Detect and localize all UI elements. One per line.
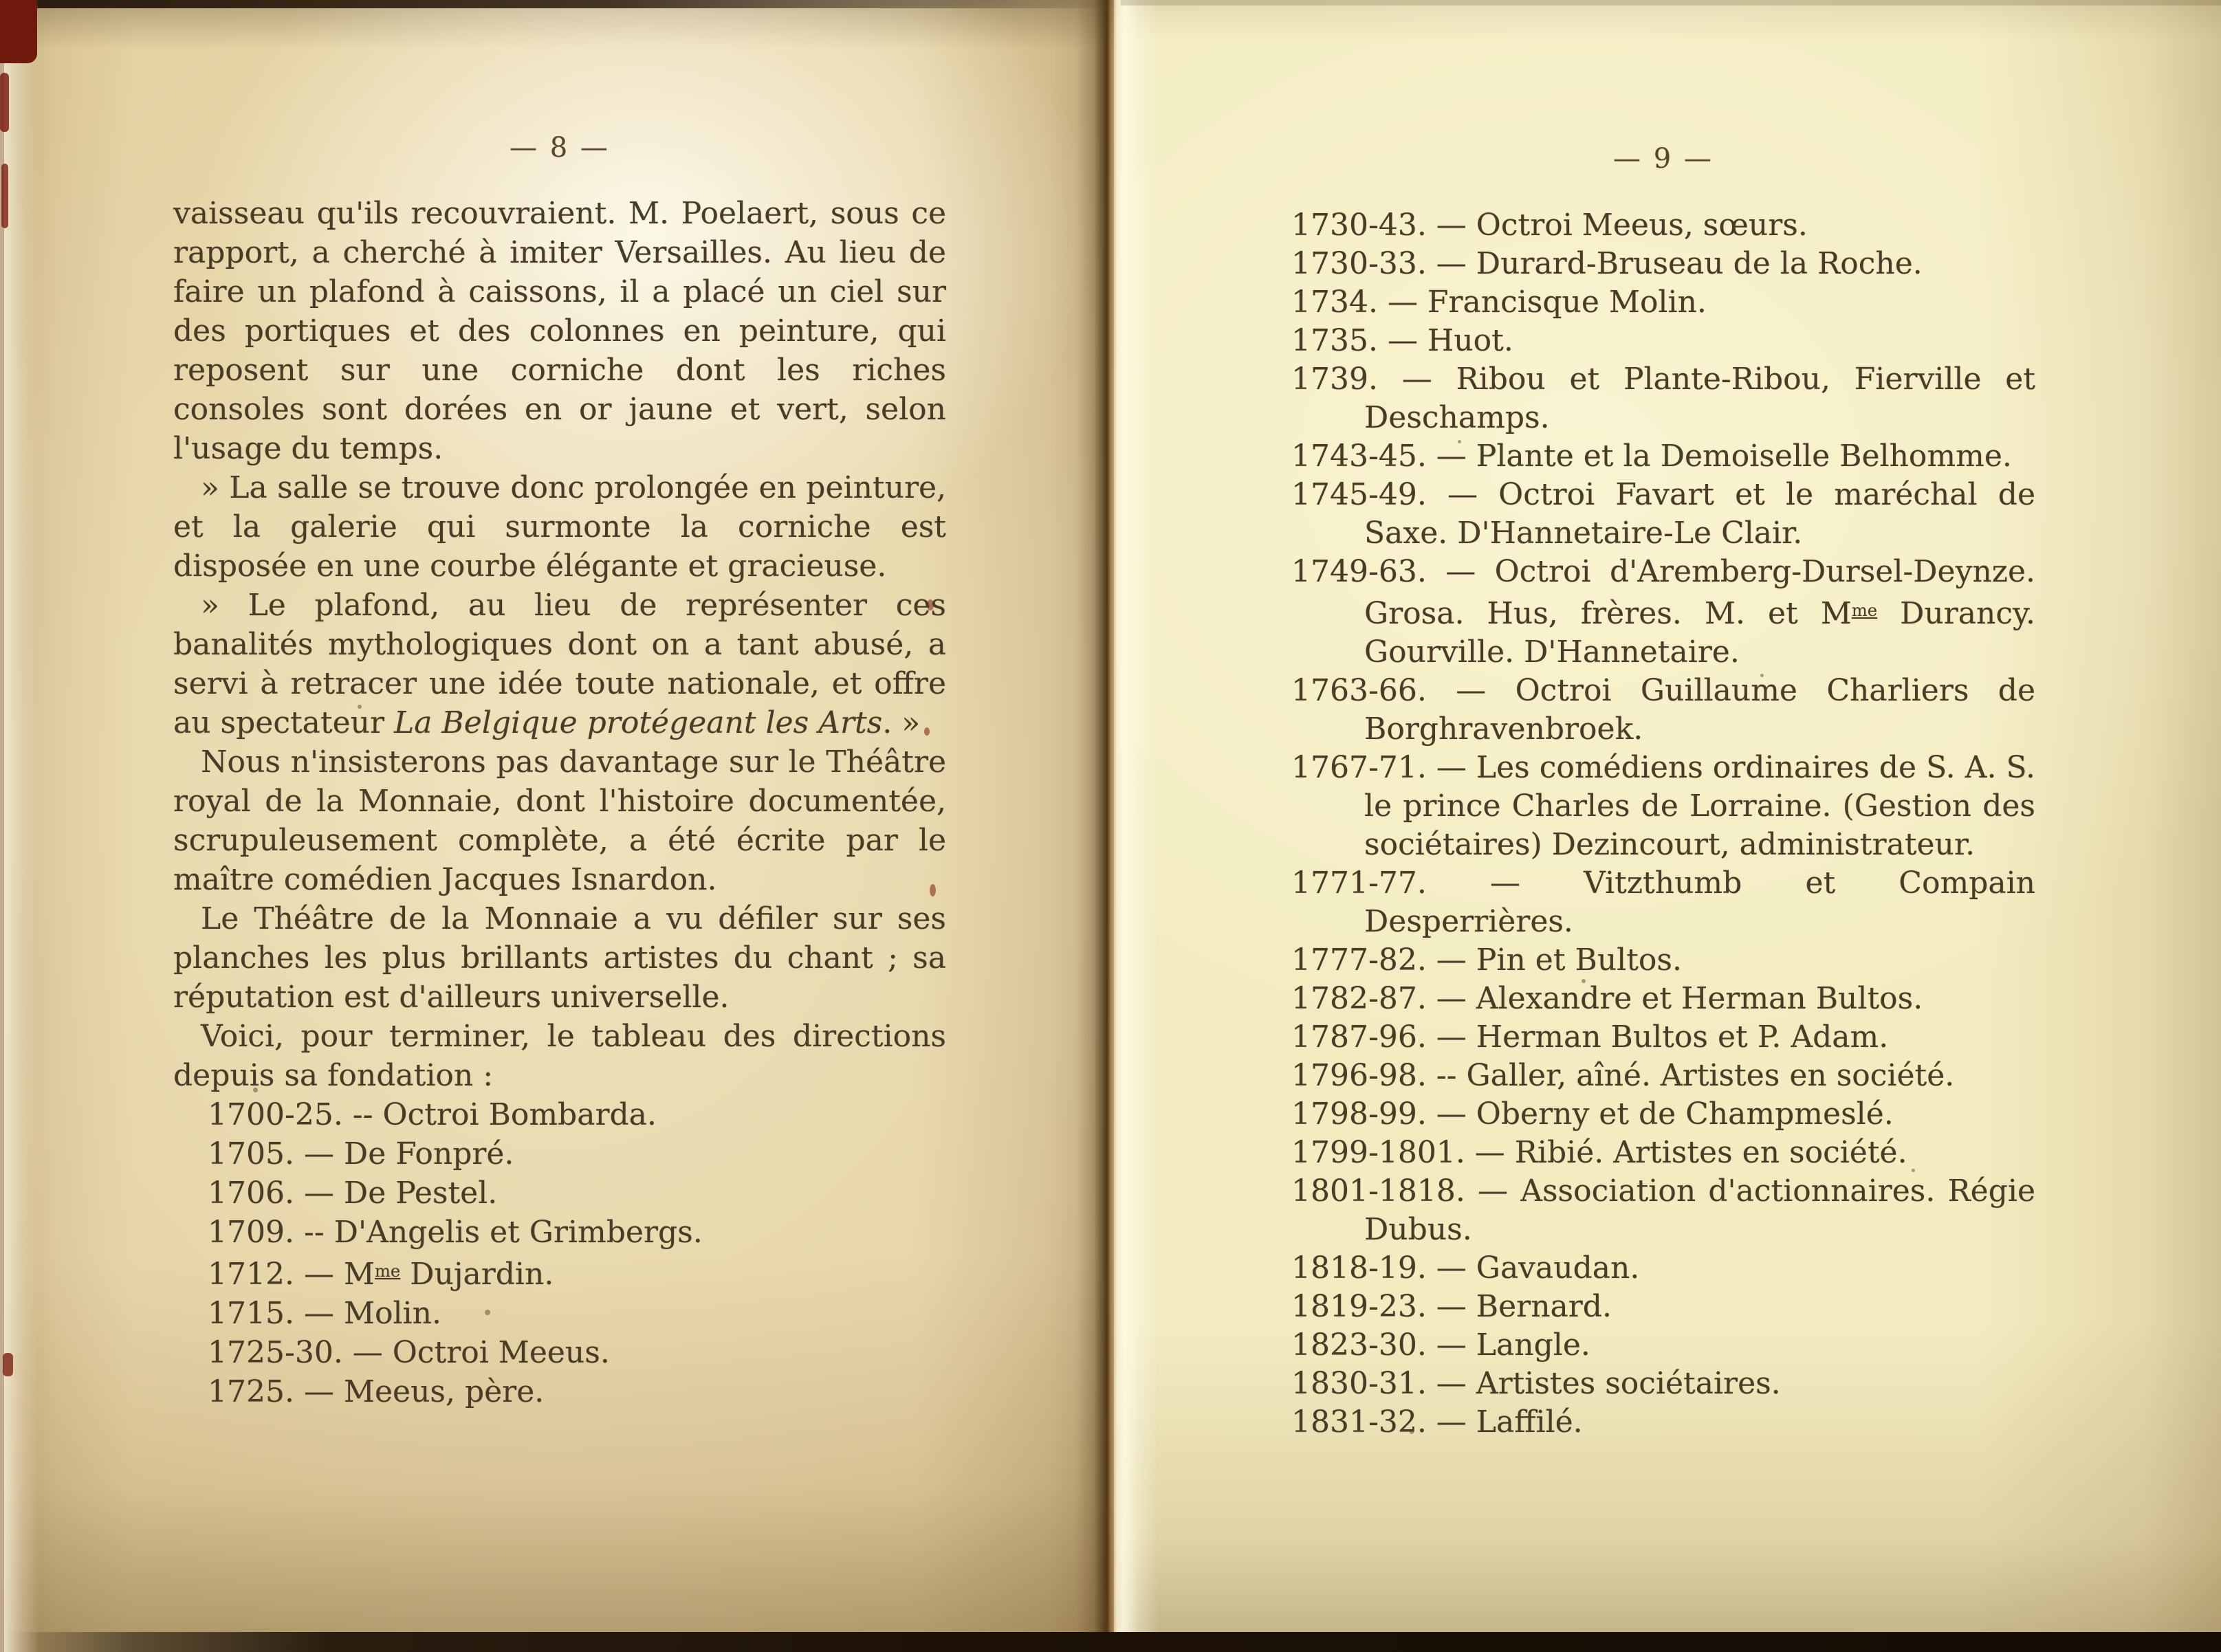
page-8-text-block [173, 194, 946, 1411]
edge-stain-mark [3, 1353, 13, 1376]
direction-entry: 1787-96. — Herman Bultos et P. Adam. [1291, 1019, 1889, 1055]
directions-list [173, 1095, 946, 1411]
italic-title: La Belgique protégeant les Arts [393, 705, 883, 740]
direction-entry: 1700-25. -- Octroi Bombarda. [208, 1097, 657, 1132]
direction-entry: 1763-66. — Octroi Guillaume Charliers de Borghravenbroek. [1291, 672, 2035, 747]
direction-entry: 1782-87. — Alexandre et Herman Bultos. [1291, 980, 1923, 1016]
page-9-number: — 9 — [1613, 143, 1714, 175]
direction-entry: 1801-1818. — Association d'actionnaires. Régie Dubus. [1291, 1173, 2035, 1247]
paragraph-text: . » [882, 705, 921, 740]
direction-entry: 1730-43. — Octroi Meeus, sœurs. [1291, 208, 1808, 243]
scan-left-edge-line [0, 0, 4, 1652]
direction-text: 1749-63. — Octroi d'Aremberg-Dursel-Deynze. Grosa. Hus, frères. M. et M [1291, 554, 2035, 631]
direction-entry: 1725-30. — Octroi Meeus. [208, 1334, 610, 1370]
direction-entry: 1777-82. — Pin et Bultos. [1291, 942, 1682, 978]
direction-text: Dujardin. [400, 1256, 554, 1292]
scan-top-edge-shadow [0, 0, 1121, 8]
book-gutter-fold [1076, 0, 1138, 1652]
direction-entry: 1818-19. — Gavaudan. [1291, 1250, 1640, 1286]
direction-entry: 1715. — Molin. [208, 1295, 441, 1331]
direction-entry: 1831-32. — Laffilé. [1291, 1404, 1583, 1440]
direction-entry [173, 1252, 946, 1294]
edge-stain-mark [0, 73, 9, 132]
direction-entry: 1743-45. — Plante et la Demoiselle Belhomme. [1291, 439, 2012, 474]
direction-entry: 1796-98. -- Galler, aîné. Artistes en société. [1291, 1057, 1955, 1093]
scan-bottom-edge-shadow [0, 1632, 2221, 1652]
direction-entry: 1819-23. — Bernard. [1291, 1288, 1612, 1324]
direction-entry: 1709. -- D'Angelis et Grimbergs. [208, 1215, 703, 1250]
direction-entry: 1725. — Meeus, père. [208, 1374, 545, 1409]
direction-entry: 1767-71. — Les comédiens ordinaires de S. A. S. le prince Charles de Lorraine. (Gestion des sociétaires) Dezincourt, administrateur. [1291, 749, 2035, 862]
edge-stain-mark [1, 164, 8, 228]
edge-stain-mark [0, 0, 37, 63]
direction-entry: 1739. — Ribou et Plante-Ribou, Fierville et Deschamps. [1291, 362, 2035, 435]
direction-entry: 1799-1801. — Ribié. Artistes en société. [1291, 1134, 1907, 1170]
paragraph [173, 586, 946, 742]
paragraph: Voici, pour terminer, le tableau des directions depuis sa fondation : [173, 1019, 946, 1093]
page-8-number: — 8 — [510, 132, 610, 164]
direction-entry: 1735. — Huot. [1291, 323, 1513, 358]
direction-entry: 1771-77. — Vitzthumb et Compain Desperrières. [1291, 865, 2035, 939]
direction-entry: 1706. — De Pestel. [208, 1176, 498, 1211]
direction-text: 1712. — M [208, 1256, 375, 1292]
paragraph: Nous n'insisterons pas davantage sur le Théâtre royal de la Monnaie, dont l'histoire documentée, scrupuleusement complète, a été écrite par le maître comédien Jacques Isnardon. [173, 745, 946, 897]
direction-entry: 1734. — Francisque Molin. [1291, 285, 1707, 320]
paragraph-text: » Le plafond, au lieu de représenter ces banalités mythologiques dont on a tant abusé, a servi à retracer une idée toute nationale, et offre au spectateur [173, 588, 946, 740]
direction-entry: 1705. — De Fonpré. [208, 1136, 514, 1171]
direction-entry: 1745-49. — Octroi Favart et le maréchal de Saxe. D'Hannetaire-Le Clair. [1291, 477, 2035, 551]
scan-top-edge-shadow-right [1121, 0, 2221, 5]
superscript-abbreviation: me [1851, 601, 1878, 620]
direction-text: Durancy. Gourville. D'Hannetaire. [1364, 595, 2035, 670]
superscript-abbreviation: me [375, 1262, 401, 1281]
direction-entry: 1823-30. — Langle. [1291, 1327, 1590, 1363]
direction-entry: 1830-31. — Artistes sociétaires. [1291, 1365, 1781, 1401]
direction-entry: 1730-33. — Durard-Bruseau de la Roche. [1291, 246, 1923, 281]
paragraph: vaisseau qu'ils recouvraient. M. Poelaert, sous ce rapport, a cherché à imiter Versailles. Au lieu de faire un plafond à caissons, il a placé un ciel sur des portiques et des colonnes en peinture, qui reposent sur une corniche dont les riches consoles sont dorées en or jaune et vert, selon l'usage du temps. [173, 196, 946, 466]
direction-entry: 1798-99. — Oberny et de Champmeslé. [1291, 1096, 1894, 1132]
direction-entry [1291, 553, 2035, 672]
paragraph: Le Théâtre de la Monnaie a vu défiler sur ses planches les plus brillants artistes du chant ; sa réputation est d'ailleurs universelle. [173, 901, 946, 1015]
paragraph: » La salle se trouve donc prolongée en peinture, et la galerie qui surmonte la corniche est disposée en une courbe élégante et gracieuse. [173, 470, 946, 584]
scan-left-edge [0, 0, 39, 1652]
page-9-text-block [1291, 206, 2035, 1442]
